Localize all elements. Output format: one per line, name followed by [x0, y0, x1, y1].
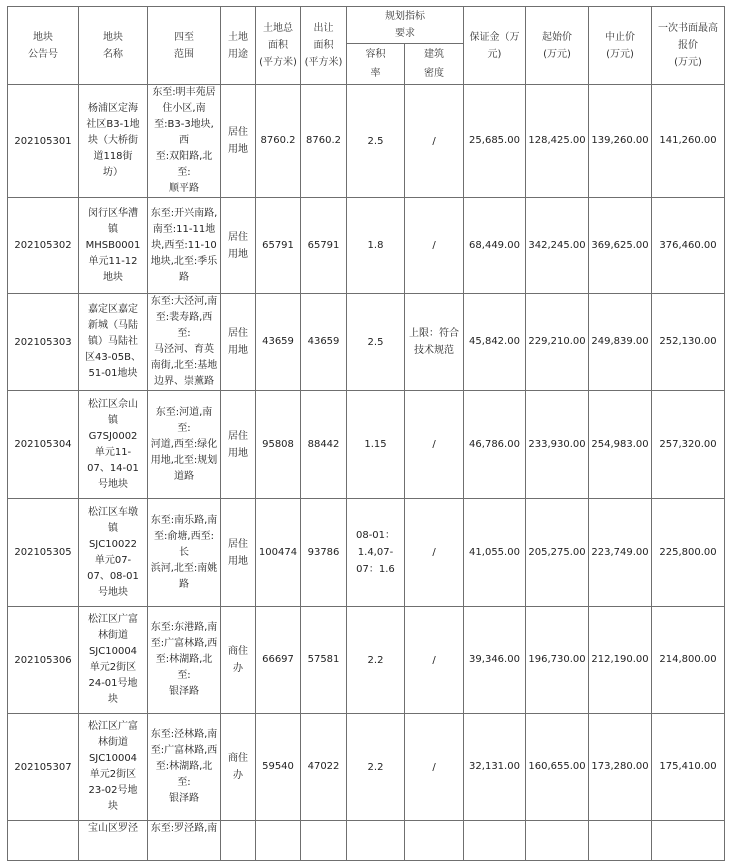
- table-header: [8, 7, 725, 85]
- land-use-cell: 居住 用地: [221, 85, 256, 198]
- announcement-no-cell: 202105304: [8, 391, 79, 499]
- starting-price-cell: 128,425.00: [526, 85, 589, 198]
- boundary-cell: 东至:南乐路,南 至:俞塘,西至:长 浜河,北至:南姚 路: [148, 499, 221, 607]
- starting-price-cell: 342,245.00: [526, 198, 589, 294]
- announcement-no-cell: 202105307: [8, 714, 79, 821]
- announcement-no-cell: 202105305: [8, 499, 79, 607]
- announcement-no-cell: 202105306: [8, 607, 79, 714]
- header-building-density: 建筑 密度: [405, 44, 464, 85]
- plot-ratio-cell: 2.2: [347, 714, 405, 821]
- starting-price-cell: 196,730.00: [526, 607, 589, 714]
- max-bid-cell: 175,410.00: [652, 714, 725, 821]
- ceiling-price-cell: 249,839.00: [589, 294, 652, 391]
- land-use-cell: 居住 用地: [221, 294, 256, 391]
- parcel-name-cell: 宝山区罗泾: [79, 821, 148, 861]
- header-deposit: 保证金（万 元): [464, 7, 526, 85]
- announcement-no-cell: 202105303: [8, 294, 79, 391]
- land-use-cell: 居住 用地: [221, 198, 256, 294]
- ceiling-price-cell: 212,190.00: [589, 607, 652, 714]
- land-use-cell: [221, 821, 256, 861]
- deposit-cell: 32,131.00: [464, 714, 526, 821]
- header-land-use: 土地 用途: [221, 7, 256, 85]
- max-bid-cell: 257,320.00: [652, 391, 725, 499]
- boundary-cell: 东至:东港路,南 至:广富林路,西 至:林湖路,北至: 银泽路: [148, 607, 221, 714]
- header-planning-indicators: 规划指标 要求: [347, 7, 464, 44]
- ceiling-price-cell: 369,625.00: [589, 198, 652, 294]
- transfer-area-cell: 93786: [301, 499, 347, 607]
- boundary-cell: 东至:开兴南路, 南至:11-11地 块,西至:11-10 地块,北至:季乐 路: [148, 198, 221, 294]
- deposit-cell: [464, 821, 526, 861]
- plot-ratio-cell: 2.5: [347, 294, 405, 391]
- header-total-area: 土地总 面积 (平方米): [256, 7, 301, 85]
- header-boundaries: 四至 范围: [148, 7, 221, 85]
- total-area-cell: 95808: [256, 391, 301, 499]
- plot-ratio-cell: 2.5: [347, 85, 405, 198]
- transfer-area-cell: [301, 821, 347, 861]
- boundary-cell: 东至:大泾河,南 至:裴寿路,西至: 马泾河、育英 南街,北至:基地 边界、崇薰路: [148, 294, 221, 391]
- transfer-area-cell: 65791: [301, 198, 347, 294]
- ceiling-price-cell: 223,749.00: [589, 499, 652, 607]
- building-density-cell: [405, 821, 464, 861]
- plot-ratio-cell: 2.2: [347, 607, 405, 714]
- ceiling-price-cell: 139,260.00: [589, 85, 652, 198]
- starting-price-cell: 205,275.00: [526, 499, 589, 607]
- land-use-cell: 商住 办: [221, 714, 256, 821]
- plot-ratio-cell: 08-01： 1.4,07- 07：1.6: [347, 499, 405, 607]
- announcement-no-cell: 202105302: [8, 198, 79, 294]
- max-bid-cell: [652, 821, 725, 861]
- header-plot-ratio: 容积 率: [347, 44, 405, 85]
- table-row: [8, 85, 725, 198]
- plot-ratio-cell: [347, 821, 405, 861]
- ceiling-price-cell: 254,983.00: [589, 391, 652, 499]
- land-use-cell: 居住 用地: [221, 391, 256, 499]
- building-density-cell: /: [405, 607, 464, 714]
- table-row: [8, 714, 725, 821]
- total-area-cell: [256, 821, 301, 861]
- boundary-cell: 东至:河道,南至: 河道,西至:绿化 用地,北至:规划 道路: [148, 391, 221, 499]
- deposit-cell: 68,449.00: [464, 198, 526, 294]
- boundary-cell: 东至:泾林路,南 至:广富林路,西 至:林湖路,北至: 银泽路: [148, 714, 221, 821]
- starting-price-cell: 160,655.00: [526, 714, 589, 821]
- plot-ratio-cell: 1.8: [347, 198, 405, 294]
- total-area-cell: 66697: [256, 607, 301, 714]
- header-transfer-area: 出让 面积 (平方米): [301, 7, 347, 85]
- transfer-area-cell: 57581: [301, 607, 347, 714]
- starting-price-cell: [526, 821, 589, 861]
- building-density-cell: /: [405, 499, 464, 607]
- table-row: [8, 294, 725, 391]
- header-ceiling-price: 中止价 (万元): [589, 7, 652, 85]
- boundary-cell: 东至:明丰苑居 住小区,南 至:B3-3地块,西 至:双阳路,北至: 顺平路: [148, 85, 221, 198]
- starting-price-cell: 233,930.00: [526, 391, 589, 499]
- land-auction-table: [7, 6, 725, 861]
- parcel-name-cell: 松江区广富 林街道 SJC10004 单元2街区 23-02号地 块: [79, 714, 148, 821]
- ceiling-price-cell: [589, 821, 652, 861]
- announcement-no-cell: [8, 821, 79, 861]
- land-use-cell: 居住 用地: [221, 499, 256, 607]
- table-body: [8, 85, 725, 861]
- transfer-area-cell: 43659: [301, 294, 347, 391]
- parcel-name-cell: 杨浦区定海 社区B3-1地 块（大桥街 道118街 坊）: [79, 85, 148, 198]
- building-density-cell: /: [405, 198, 464, 294]
- max-bid-cell: 141,260.00: [652, 85, 725, 198]
- building-density-cell: /: [405, 85, 464, 198]
- building-density-cell: /: [405, 714, 464, 821]
- deposit-cell: 41,055.00: [464, 499, 526, 607]
- table-row: [8, 821, 725, 861]
- plot-ratio-cell: 1.15: [347, 391, 405, 499]
- announcement-no-cell: 202105301: [8, 85, 79, 198]
- header-max-sealed-bid: 一次书面最高 报价 (万元): [652, 7, 725, 85]
- deposit-cell: 46,786.00: [464, 391, 526, 499]
- header-announcement-no: 地块 公告号: [8, 7, 79, 85]
- header-parcel-name: 地块 名称: [79, 7, 148, 85]
- parcel-name-cell: 松江区广富 林街道 SJC10004 单元2街区 24-01号地 块: [79, 607, 148, 714]
- deposit-cell: 39,346.00: [464, 607, 526, 714]
- land-use-cell: 商住 办: [221, 607, 256, 714]
- header-starting-price: 起始价 (万元): [526, 7, 589, 85]
- building-density-cell: /: [405, 391, 464, 499]
- transfer-area-cell: 8760.2: [301, 85, 347, 198]
- table-row: [8, 607, 725, 714]
- starting-price-cell: 229,210.00: [526, 294, 589, 391]
- max-bid-cell: 214,800.00: [652, 607, 725, 714]
- total-area-cell: 8760.2: [256, 85, 301, 198]
- table-row: [8, 391, 725, 499]
- table-row: [8, 198, 725, 294]
- parcel-name-cell: 松江区车墩 镇 SJC10022 单元07- 07、08-01 号地块: [79, 499, 148, 607]
- total-area-cell: 43659: [256, 294, 301, 391]
- deposit-cell: 25,685.00: [464, 85, 526, 198]
- max-bid-cell: 225,800.00: [652, 499, 725, 607]
- total-area-cell: 65791: [256, 198, 301, 294]
- deposit-cell: 45,842.00: [464, 294, 526, 391]
- table-row: [8, 499, 725, 607]
- total-area-cell: 100474: [256, 499, 301, 607]
- building-density-cell: 上限：符合 技术规范: [405, 294, 464, 391]
- transfer-area-cell: 88442: [301, 391, 347, 499]
- max-bid-cell: 376,460.00: [652, 198, 725, 294]
- max-bid-cell: 252,130.00: [652, 294, 725, 391]
- total-area-cell: 59540: [256, 714, 301, 821]
- boundary-cell: 东至:罗泾路,南: [148, 821, 221, 861]
- ceiling-price-cell: 173,280.00: [589, 714, 652, 821]
- parcel-name-cell: 嘉定区嘉定 新城（马陆 镇）马陆社 区43-05B、 51-01地块: [79, 294, 148, 391]
- parcel-name-cell: 闵行区华漕 镇 MHSB0001 单元11-12 地块: [79, 198, 148, 294]
- parcel-name-cell: 松江区佘山 镇 G7SJ0002 单元11- 07、14-01 号地块: [79, 391, 148, 499]
- transfer-area-cell: 47022: [301, 714, 347, 821]
